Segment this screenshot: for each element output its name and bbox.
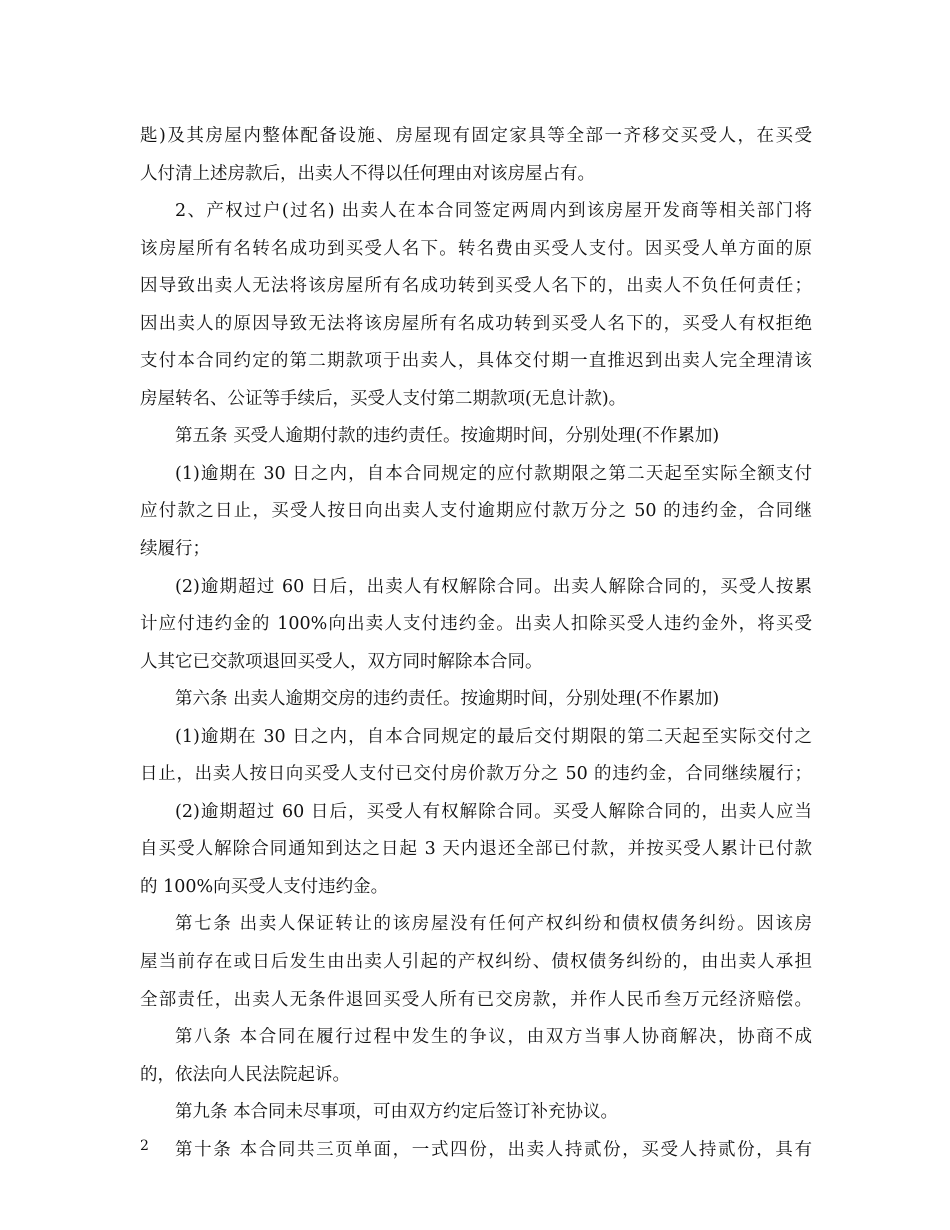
text-line: 房屋转名、公证等手续后，买受人支付第二期款项(无息计款)。 xyxy=(140,388,627,409)
text-line: 计应付违约金的 100%向出卖人支付违约金。出卖人扣除买受人违约金外，将买受 xyxy=(140,614,812,635)
text-line: (2)逾期超过 60 日后，买受人有权解除合同。买受人解除合同的，出卖人应当 xyxy=(175,801,812,822)
text-line: 第七条 出卖人保证转让的该房屋没有任何产权纠纷和债权债务纠纷。因该房 xyxy=(175,914,812,935)
text-line: 应付款之日止，买受人按日向出卖人支付逾期应付款万分之 50 的违约金，合同继 xyxy=(140,501,812,522)
page-number: 2 xyxy=(140,1138,149,1154)
text-line: 第五条 买受人逾期付款的违约责任。按逾期时间，分别处理(不作累加) xyxy=(175,426,720,447)
text-line: 支付本合同约定的第二期款项于出卖人，具体交付期一直推迟到出卖人完全理清该 xyxy=(140,351,812,372)
text-line: (2)逾期超过 60 日后，出卖人有权解除合同。出卖人解除合同的，买受人按累 xyxy=(175,576,812,597)
text-line: 全部责任，出卖人无条件退回买受人所有已交房款，并作人民币叁万元经济赔偿。 xyxy=(140,989,812,1010)
text-line: 的 100%向买受人支付违约金。 xyxy=(140,876,389,897)
text-line: 人付清上述房款后，出卖人不得以任何理由对该房屋占有。 xyxy=(140,163,595,184)
text-line: 第十条 本合同共三页单面，一式四份，出卖人持贰份，买受人持贰份，具有 xyxy=(175,1139,812,1160)
text-line: 匙)及其房屋内整体配备设施、房屋现有固定家具等全部一齐移交买受人，在买受 xyxy=(140,126,812,146)
text-line: 因导致出卖人无法将该房屋所有名成功转到买受人名下的，出卖人不负任何责任； xyxy=(140,276,812,297)
text-line: 续履行； xyxy=(140,539,210,560)
text-line: 第九条 本合同未尽事项，可由双方约定后签订补充协议。 xyxy=(175,1102,619,1123)
text-line: 日止，出卖人按日向买受人支付已交付房价款万分之 50 的违约金，合同继续履行； xyxy=(140,764,812,785)
text-line: 屋当前存在或日后发生由出卖人引起的产权纠纷、债权债务纠纷的，由出卖人承担 xyxy=(140,952,812,973)
text-line: 第六条 出卖人逾期交房的违约责任。按逾期时间，分别处理(不作累加) xyxy=(175,689,720,710)
text-line: 的，依法向人民法院起诉。 xyxy=(140,1064,350,1085)
text-line: 因出卖人的原因导致无法将该房屋所有名成功转到买受人名下的，买受人有权拒绝 xyxy=(140,313,812,334)
text-line: (1)逾期在 30 日之内，自本合同规定的应付款期限之第二天起至实际全额支付 xyxy=(175,463,812,484)
text-line: 该房屋所有名转名成功到买受人名下。转名费由买受人支付。因买受人单方面的原 xyxy=(140,238,812,259)
text-line: (1)逾期在 30 日之内，自本合同规定的最后交付期限的第二天起至实际交付之 xyxy=(175,726,812,747)
contract-body xyxy=(140,118,812,1169)
text-line: 第八条 本合同在履行过程中发生的争议，由双方当事人协商解决，协商不成 xyxy=(175,1027,812,1048)
text-line: 2、产权过户(过名) 出卖人在本合同签定两周内到该房屋开发商等相关部门将 xyxy=(175,201,812,222)
text-line: 自买受人解除合同通知到达之日起 3 天内退还全部已付款，并按买受人累计已付款 xyxy=(140,839,812,860)
text-line: 人其它已交款项退回买受人，双方同时解除本合同。 xyxy=(140,651,543,672)
